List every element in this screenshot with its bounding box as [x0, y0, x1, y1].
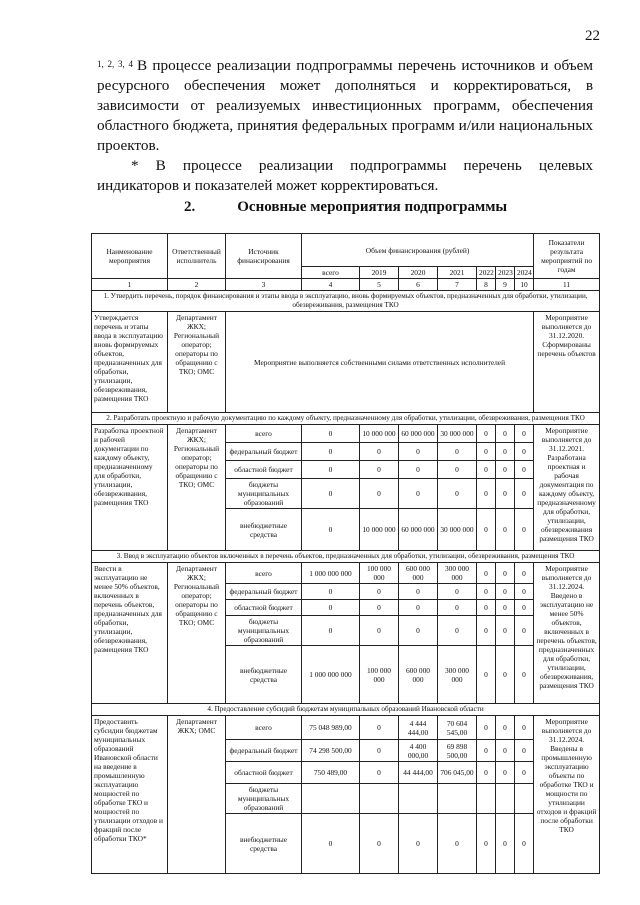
col-number: 4 [302, 279, 360, 291]
measure-result: Мероприятие выполняется до 31.12.2024. Введены в промышленную эксплуатацию объекты по обработке ТКО и мощности по утилизации отходов и фракций после обработки ТКО [534, 716, 600, 874]
value-cell: 0 [496, 600, 515, 616]
section-1-title: 1. Утвердить перечень, порядок финансирования и этапы ввода в эксплуатацию, вновь формируемых объектов, предназначенных для обработки, утилизации, обезвреживания, размещения ТКО [92, 291, 600, 312]
value-cell: 30 000 000 [438, 509, 477, 551]
value-cell: 706 045,00 [438, 762, 477, 784]
table-row [92, 563, 600, 584]
value-cell [438, 784, 477, 814]
value-cell: 0 [360, 616, 399, 646]
value-cell: 0 [360, 443, 399, 461]
table-header-row [92, 234, 600, 267]
source-cell: всего [226, 563, 302, 584]
value-cell: 0 [302, 616, 360, 646]
source-cell: внебюджетные средства [226, 646, 302, 704]
source-cell: федеральный бюджет [226, 740, 302, 762]
value-cell: 750 489,00 [302, 762, 360, 784]
header-year: 2020 [399, 267, 438, 279]
measure-executor: Департамент ЖКХ; Региональный оператор; операторы по обращению с ТКО; ОМС [168, 425, 226, 551]
value-cell: 100 000 000 [360, 563, 399, 584]
value-cell: 100 000 000 [360, 646, 399, 704]
value-cell: 0 [515, 740, 534, 762]
header-year: 2019 [360, 267, 399, 279]
value-cell: 70 604 545,00 [438, 716, 477, 740]
value-cell: 69 898 500,00 [438, 740, 477, 762]
value-cell: 0 [496, 646, 515, 704]
value-cell: 30 000 000 [438, 425, 477, 443]
header-year: 2021 [438, 267, 477, 279]
value-cell: 0 [496, 425, 515, 443]
value-cell: 0 [496, 509, 515, 551]
measure-executor: Департамент ЖКХ; Региональный оператор; операторы по обращению с ТКО; ОМС [168, 312, 226, 413]
value-cell: 0 [399, 443, 438, 461]
value-cell: 0 [496, 716, 515, 740]
value-cell: 0 [515, 646, 534, 704]
value-cell: 0 [360, 461, 399, 479]
header-result: Показатели результата мероприятий по годам [534, 234, 600, 279]
value-cell: 0 [477, 814, 496, 874]
value-cell: 4 444 444,00 [399, 716, 438, 740]
value-cell: 60 000 000 [399, 509, 438, 551]
table-row [92, 425, 600, 443]
header-name: Наименование мероприятия [92, 234, 168, 279]
source-cell: бюджеты муниципальных образований [226, 784, 302, 814]
value-cell: 44 444,00 [399, 762, 438, 784]
value-cell: 0 [515, 461, 534, 479]
measure-note: Мероприятие выполняется собственными силами ответственных исполнителей [226, 312, 534, 413]
value-cell: 0 [515, 600, 534, 616]
col-number: 7 [438, 279, 477, 291]
value-cell: 0 [515, 563, 534, 584]
value-cell: 0 [302, 479, 360, 509]
value-cell: 0 [302, 584, 360, 600]
measure-name: Утверждается перечень и этапы ввода в эксплуатацию вновь формируемых объектов, предназначенных для обработки, утилизации, обезвреживания, размещения ТКО [92, 312, 168, 413]
value-cell: 0 [496, 762, 515, 784]
source-cell: федеральный бюджет [226, 443, 302, 461]
measures-table [91, 233, 600, 874]
value-cell: 0 [496, 814, 515, 874]
section-3-title: 3. Ввод в эксплуатацию объектов включенных в перечень объектов, предназначенных для обработки, утилизации, обезвреживания, размещения ТКО [92, 551, 600, 563]
source-cell: федеральный бюджет [226, 584, 302, 600]
value-cell: 0 [496, 616, 515, 646]
header-year: 2024 [515, 267, 534, 279]
value-cell: 0 [302, 814, 360, 874]
value-cell: 0 [360, 814, 399, 874]
source-cell: всего [226, 716, 302, 740]
value-cell: 0 [438, 479, 477, 509]
section-title-row [92, 704, 600, 716]
value-cell: 0 [496, 479, 515, 509]
value-cell: 0 [302, 600, 360, 616]
value-cell: 0 [438, 814, 477, 874]
header-year: 2023 [496, 267, 515, 279]
section-heading [184, 199, 507, 216]
value-cell: 0 [477, 584, 496, 600]
value-cell: 1 000 000 000 [302, 563, 360, 584]
source-cell: областной бюджет [226, 461, 302, 479]
value-cell: 0 [477, 600, 496, 616]
measure-result: Мероприятие выполняется до 31.12.2021. Разработана проектная и рабочая документация по каждому объекту, предназначенному для обработки, утилизации, обезвреживания размещения ТКО [534, 425, 600, 551]
value-cell: 0 [515, 584, 534, 600]
value-cell: 0 [477, 443, 496, 461]
value-cell: 4 400 000,00 [399, 740, 438, 762]
source-cell: областной бюджет [226, 600, 302, 616]
source-cell: бюджеты муниципальных образований [226, 616, 302, 646]
col-number: 5 [360, 279, 399, 291]
measure-result: Мероприятие выполняется до 31.12.2024. Введено в эксплуатацию не менее 50% объектов, включенных в перечень объектов, предназначенных для обработки, утилизации, обезвреживания, размещения ТКО [534, 563, 600, 704]
value-cell: 0 [496, 563, 515, 584]
col-number: 6 [399, 279, 438, 291]
value-cell: 0 [496, 740, 515, 762]
measure-name: Ввести в эксплуатацию не менее 50% объектов, включенных в перечень объектов, предназначенных для обработки, утилизации, обезвреживания, размещения ТКО [92, 563, 168, 704]
value-cell: 0 [477, 740, 496, 762]
value-cell [515, 784, 534, 814]
section-title-row [92, 551, 600, 563]
source-cell: областной бюджет [226, 762, 302, 784]
measure-executor: Департамент ЖКХ; ОМС [168, 716, 226, 874]
col-number: 1 [92, 279, 168, 291]
measure-name: Предоставить субсидии бюджетам муниципальных образований Ивановской области на введение в промышленную эксплуатацию мощностей по обработке ТКО и мощностей по утилизации отходов и фракций после обработки ТКО* [92, 716, 168, 874]
value-cell: 10 000 000 [360, 509, 399, 551]
value-cell: 0 [399, 814, 438, 874]
value-cell: 0 [496, 443, 515, 461]
value-cell [302, 784, 360, 814]
col-number: 3 [226, 279, 302, 291]
intro-paragraph-2: * В процессе реализации подпрограммы перечень целевых индикаторов и показателей может корректироваться. [97, 157, 593, 194]
value-cell: 0 [477, 479, 496, 509]
value-cell: 0 [360, 584, 399, 600]
value-cell [477, 784, 496, 814]
value-cell: 0 [360, 740, 399, 762]
value-cell: 600 000 000 [399, 563, 438, 584]
value-cell: 0 [360, 600, 399, 616]
value-cell: 0 [399, 461, 438, 479]
value-cell: 10 000 000 [360, 425, 399, 443]
value-cell: 0 [477, 509, 496, 551]
header-total: всего [302, 267, 360, 279]
value-cell: 0 [515, 509, 534, 551]
value-cell [496, 784, 515, 814]
section-number: 2. [184, 199, 196, 215]
value-cell: 0 [302, 461, 360, 479]
value-cell: 0 [515, 479, 534, 509]
measure-executor: Департамент ЖКХ; Региональный оператор; операторы по обращению с ТКО; ОМС [168, 563, 226, 704]
value-cell: 0 [496, 584, 515, 600]
value-cell: 0 [477, 762, 496, 784]
value-cell: 300 000 000 [438, 646, 477, 704]
value-cell: 60 000 000 [399, 425, 438, 443]
value-cell [360, 784, 399, 814]
value-cell: 0 [360, 479, 399, 509]
footnote-markers: 1, 2, 3, 4 [97, 59, 133, 69]
value-cell: 0 [438, 584, 477, 600]
measure-name: Разработка проектной и рабочей документации по каждому объекту, предназначенному для обработки, утилизации, обезвреживания, размещения ТКО [92, 425, 168, 551]
measure-result: Мероприятие выполняется до 31.12.2020. Сформированы перечень объектов [534, 312, 600, 413]
value-cell: 0 [360, 716, 399, 740]
section-title-row [92, 291, 600, 312]
page-number: 22 [585, 28, 600, 44]
value-cell: 600 000 000 [399, 646, 438, 704]
value-cell: 0 [477, 461, 496, 479]
value-cell: 0 [438, 461, 477, 479]
value-cell: 0 [399, 600, 438, 616]
col-number: 9 [496, 279, 515, 291]
source-cell: внебюджетные средства [226, 509, 302, 551]
value-cell: 0 [477, 616, 496, 646]
value-cell: 0 [477, 425, 496, 443]
value-cell: 74 298 500,00 [302, 740, 360, 762]
intro-paragraph-1: $^{1, 2, 3, 4}$ В процессе реализации подпрограммы перечень источников и объем ресурсного обеспечения может дополняться и корректироваться, в зависимости от реализуемых инвестиционных программ, обеспечения областного бюджета, принятия федеральных программ и/или национальных проектов. [97, 57, 594, 154]
table-row [92, 716, 600, 740]
value-cell: 0 [515, 762, 534, 784]
section-2-title: 2. Разработать проектную и рабочую документацию по каждому объекту, предназначенному для обработки, утилизации, обезвреживания, размещения ТКО [92, 413, 600, 425]
value-cell: 0 [360, 762, 399, 784]
value-cell [399, 784, 438, 814]
intro-text [97, 56, 593, 196]
value-cell: 0 [438, 443, 477, 461]
value-cell: 0 [399, 584, 438, 600]
section-title-row [92, 413, 600, 425]
header-executor: Ответственный исполнитель [168, 234, 226, 279]
source-cell: бюджеты муниципальных образований [226, 479, 302, 509]
section-title: Основные мероприятия подпрограммы [237, 199, 508, 215]
col-number: 8 [477, 279, 496, 291]
col-number: 11 [534, 279, 600, 291]
source-cell: внебюджетные средства [226, 814, 302, 874]
value-cell: 0 [438, 616, 477, 646]
value-cell: 0 [496, 461, 515, 479]
value-cell: 0 [515, 616, 534, 646]
value-cell: 0 [399, 479, 438, 509]
value-cell: 0 [477, 716, 496, 740]
value-cell: 0 [438, 600, 477, 616]
source-cell: всего [226, 425, 302, 443]
table-row [92, 312, 600, 413]
value-cell: 0 [515, 425, 534, 443]
value-cell: 0 [302, 443, 360, 461]
section-4-title: 4. Предоставление субсидий бюджетам муниципальных образований Ивановской области [92, 704, 600, 716]
value-cell: 0 [515, 814, 534, 874]
header-volume: Объем финансирования (рублей) [302, 234, 534, 267]
col-number: 2 [168, 279, 226, 291]
header-year: 2022 [477, 267, 496, 279]
value-cell: 300 000 000 [438, 563, 477, 584]
value-cell: 0 [477, 646, 496, 704]
header-source: Источник финансирования [226, 234, 302, 279]
value-cell: 75 048 989,00 [302, 716, 360, 740]
value-cell: 0 [515, 443, 534, 461]
value-cell: 1 000 000 000 [302, 646, 360, 704]
value-cell: 0 [302, 509, 360, 551]
value-cell: 0 [515, 716, 534, 740]
value-cell: 0 [477, 563, 496, 584]
value-cell: 0 [399, 616, 438, 646]
col-number: 10 [515, 279, 534, 291]
value-cell: 0 [302, 425, 360, 443]
column-numbers-row [92, 279, 600, 291]
